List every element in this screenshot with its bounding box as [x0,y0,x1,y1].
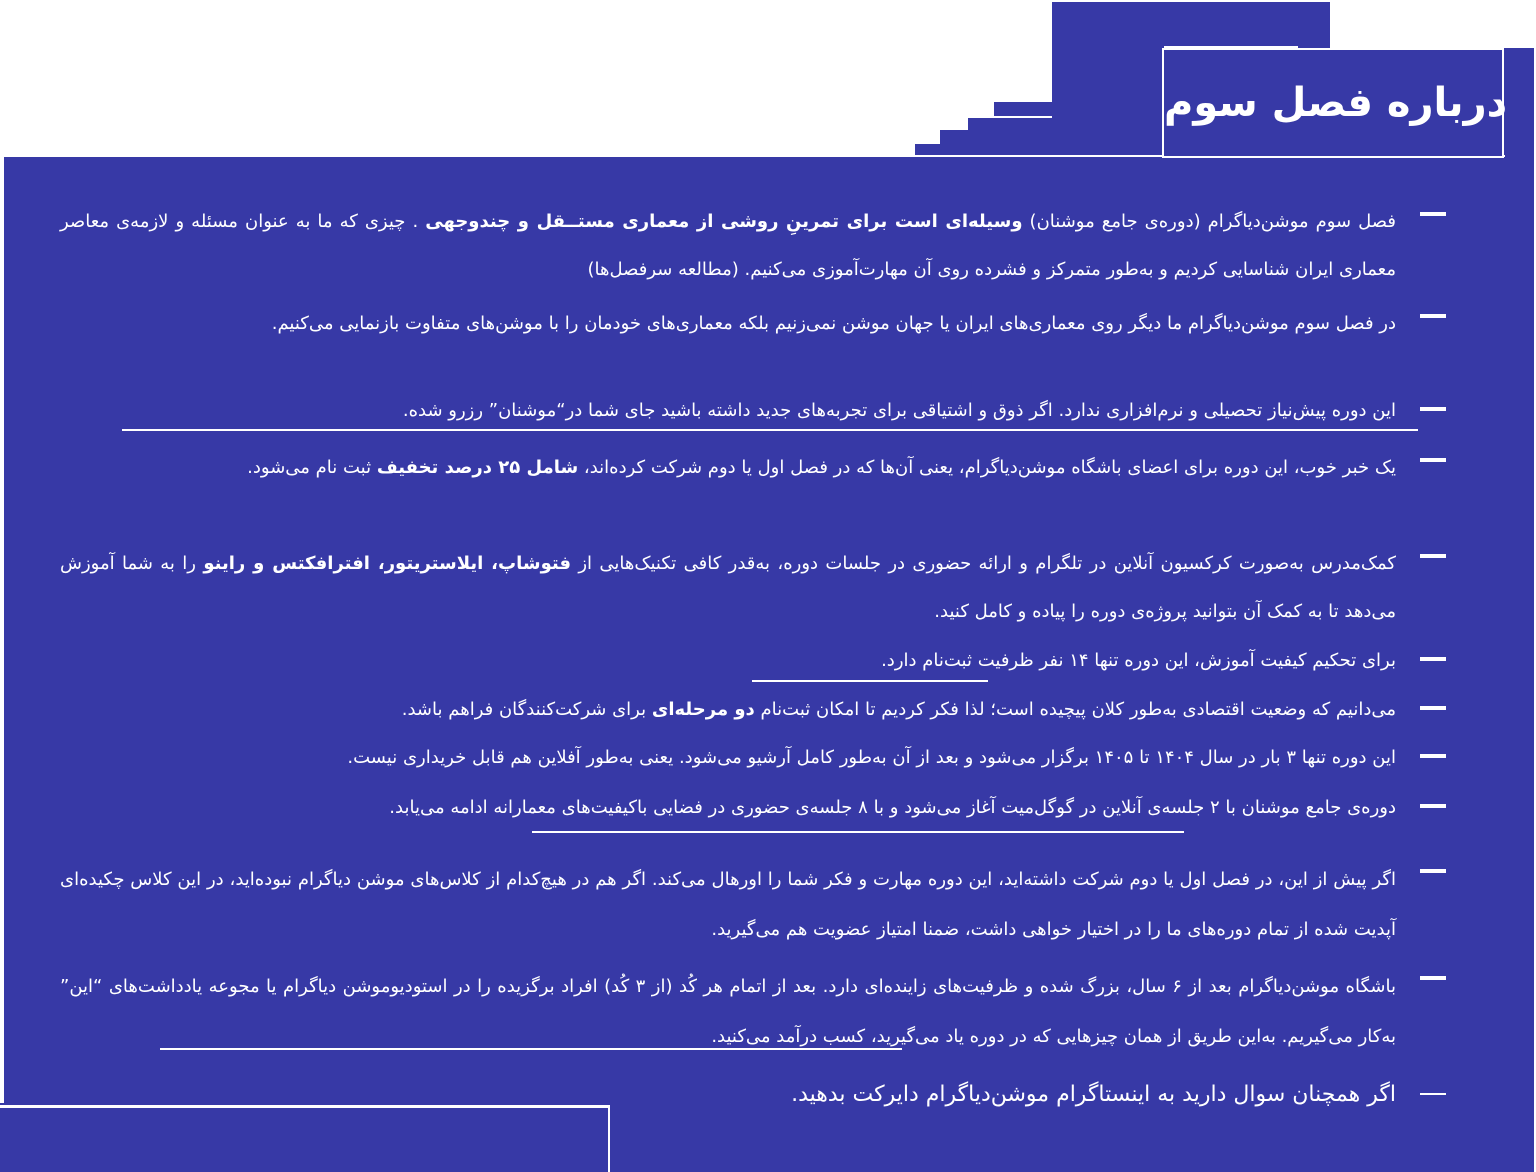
bullet-item [60,692,1446,728]
text-span: این دوره تنها ۳ بار در سال ۱۴۰۴ تا ۱۴۰۵ برگزار می‌شود و بعد از آن به‌طور کامل آرشیو می‌شود. یعنی به‌طور آفلاین هم قابل خریداری نیست. [347,747,1396,768]
bullet-item [60,540,1446,636]
text-span: می‌دانیم که وضعیت اقتصادی به‌طور کلان پیچیده است؛ لذا فکر کردیم تا امکان ثبت‌نام [754,699,1396,720]
underline-accent [122,429,1418,431]
bullet-item [60,855,1446,955]
bullet-text [60,643,1396,679]
deco-top-right-tab [1298,2,1330,48]
underline-accent [532,831,1184,833]
deco-step-1 [994,102,1054,116]
bullet-item [60,393,1446,429]
bullet-text [60,444,1396,492]
bold-text: دو مرحله‌ای [651,699,755,720]
text-span: فصل سوم موشن‌دیاگرام (دوره‌ی جامع موشنان) [1022,211,1396,232]
bullet-dash-icon [1420,314,1446,318]
bullet-item [60,300,1446,348]
bullet-dash-icon [1420,657,1446,661]
bold-text: وسیله‌ای است برای تمرینِ روشی از معماری مستــقل و چندوجهی [425,211,1023,232]
bullet-item [60,790,1446,826]
deco-right-column [1052,2,1164,162]
bullet-item [60,198,1446,294]
page-title: درباره فصل سوم [1164,80,1508,126]
bullet-dash-icon [1420,1093,1446,1095]
deco-step-3 [940,130,1054,144]
bullet-dash-icon [1420,554,1446,558]
bold-text: فتوشاپ، ایلاستریتور، افترافکتس و راینو [203,553,571,574]
bullet-text [60,790,1396,826]
bullet-text [60,1077,1396,1113]
deco-step-2 [968,118,1054,130]
deco-bottom-notch-inner [0,1106,610,1172]
bullet-item [60,444,1446,492]
text-span: ثبت نام می‌شود. [247,457,377,478]
underline-accent [752,680,988,682]
text-span: اگر همچنان سوال دارید به اینستاگرام موشن‌دیاگرام دایرکت بدهید. [791,1082,1396,1107]
bullet-list [60,190,1446,1107]
bullet-text [60,198,1396,294]
text-span: کمک‌مدرس به‌صورت کرکسیون آنلاین در تلگرام و ارائه حضوری در جلسات دوره، به‌قدر کافی تکنیک‌هایی از [571,553,1397,574]
text-span: یک خبر خوب، این دوره برای اعضای باشگاه موشن‌دیاگرام، یعنی آن‌ها که در فصل اول یا دوم شرکت کرده‌اند، [578,457,1396,478]
text-span: برای تحکیم کیفیت آموزش، این دوره تنها ۱۴ نفر ظرفیت ثبت‌نام دارد. [881,650,1396,671]
deco-right-edge [1504,48,1534,1172]
text-span: دوره‌ی جامع موشنان با ۲ جلسه‌ی آنلاین در گوگل‌میت آغاز می‌شود و با ۸ جلسه‌ی حضوری در فضایی باکیفیت‌های معمارانه ادامه می‌یابد. [389,797,1396,818]
bullet-dash-icon [1420,869,1446,873]
bullet-dash-icon [1420,706,1446,710]
bullet-dash-icon [1420,212,1446,216]
bold-text: شامل ۲۵ درصد تخفیف [376,457,579,478]
text-span: برای شرکت‌کنندگان فراهم باشد. [401,699,652,720]
bullet-dash-icon [1420,458,1446,462]
bullet-text [60,962,1396,1062]
bullet-item [60,962,1446,1062]
text-span: . چیزی که ما به عنوان مسئله و لازمه‌ی معاصر معماری ایران شناسایی کردیم و به‌طور متمرکز و فشرده روی آن مهارت‌آموزی می‌کنیم. (مطالعه سرفصل‌ها) [60,211,1396,280]
bullet-dash-icon [1420,407,1446,411]
text-span: اگر پیش از این، در فصل اول یا دوم شرکت داشته‌اید، این دوره مهارت و فکر شما را اورهال می‌کند. اگر هم در هیچ‌کدام از کلاس‌های موشن دیاگرام نبوده‌اید، در این کلاس چکیده‌ای آپدیت شده از تمام دوره‌های ما را در اختیار خواهی داشت، ضمنا امتیاز عضویت هم می‌گیرید. [60,869,1396,940]
bullet-item [60,740,1446,776]
bullet-dash-icon [1420,804,1446,808]
bullet-item [60,1077,1446,1113]
bullet-item [60,643,1446,679]
bullet-text [60,393,1396,429]
text-span: باشگاه موشن‌دیاگرام بعد از ۶ سال، بزرگ شده و ظرفیت‌های زاینده‌ای دارد. بعد از اتمام هر کُد (از ۳ کُد) افراد برگزیده را در استودیوموشن دیاگرام یا مجوعه یادداشت‌های “این” به‌کار می‌گیریم. به‌این طریق از همان چیزهایی که در دوره یاد می‌گیرید، کسب درآمد می‌کنید. [60,976,1396,1047]
bullet-text [60,855,1396,955]
bullet-text [60,300,1396,348]
underline-accent [160,1048,902,1050]
bullet-dash-icon [1420,976,1446,980]
title-box [1162,48,1508,158]
bullet-text [60,692,1396,728]
text-span: این دوره پیش‌نیاز تحصیلی و نرم‌افزاری ندارد. اگر ذوق و اشتیاقی برای تجربه‌های جدید داشته باشید جای شما در“موشنان” رزرو شده. [402,400,1396,421]
bullet-text [60,740,1396,776]
text-span: را به شما آموزش می‌دهد تا به کمک آن بتوانید پروژه‌ی دوره را پیاده و کامل کنید. [60,553,1396,622]
bullet-text [60,540,1396,636]
text-span: در فصل سوم موشن‌دیاگرام ما دیگر روی معماری‌های ایران یا جهان موشن نمی‌زنیم بلکه معماری‌های خودمان را با موشن‌های متفاوت بازنمایی می‌کنیم. [271,313,1396,334]
bullet-dash-icon [1420,754,1446,758]
